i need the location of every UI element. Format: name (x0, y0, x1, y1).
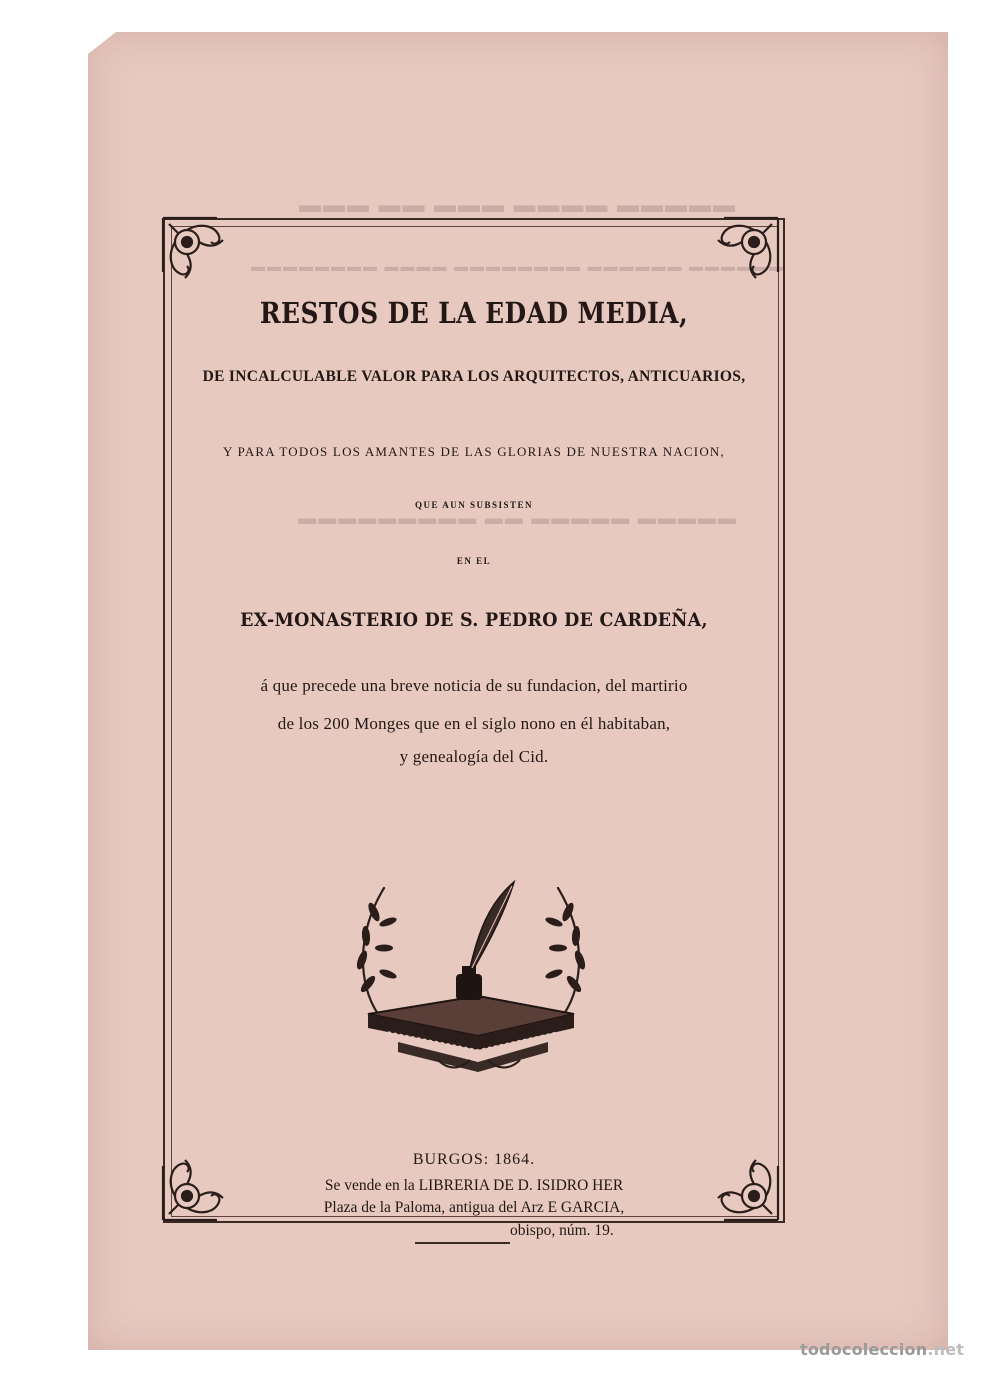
torn-corner (88, 32, 116, 54)
body-line: de los 200 Monges que en el siglo nono en él habitaban, (277, 714, 671, 733)
monastery-heading: EX-MONASTERIO DE S. PEDRO DE CARDEÑA, (240, 609, 708, 631)
show-through-text: ▬▬▬▬▬▬▬▬▬ ▬▬ ▬▬▬▬▬ ▬▬▬▬▬ (298, 508, 738, 528)
imprint-line-2: Plaza de la Paloma, antigua del Arz E GARCIA, (323, 1199, 625, 1216)
body-line: á que precede una breve noticia de su fundacion, del martirio (260, 676, 688, 695)
watermark-name: todocoleccion (800, 1340, 928, 1359)
imprint-damage-rule (415, 1242, 510, 1244)
corner-ornament-top-left (157, 212, 253, 308)
imprint-line-3: obispo, núm. 19. (510, 1222, 614, 1239)
book-and-inkwell-vignette (338, 864, 604, 1074)
body-line: y genealogía del Cid. (399, 747, 549, 766)
imprint-city-year: BURGOS: 1864. (412, 1151, 536, 1168)
page-title: RESTOS DE LA EDAD MEDIA, (259, 296, 689, 330)
watermark-tld: .net (927, 1340, 965, 1359)
subtitle-line-3: QUE AUN SUBSISTEN (414, 500, 534, 510)
show-through-text: ▬▬▬ ▬▬ ▬▬▬ ▬▬▬▬ ▬▬▬▬▬ (299, 192, 737, 217)
corner-ornament-top-right (688, 212, 784, 308)
show-through-text: ▬▬▬▬▬▬▬▬ ▬▬▬▬ ▬▬▬▬▬▬▬▬ ▬▬▬▬▬▬ ▬▬▬▬▬▬ (251, 260, 785, 275)
subtitle-line-4: EN EL (456, 556, 492, 566)
watermark (800, 1340, 964, 1359)
imprint-line-1: Se vende en la LIBRERIA DE D. ISIDRO HER (324, 1177, 624, 1194)
subtitle-line-2: Y PARA TODOS LOS AMANTES DE LAS GLORIAS DE NUESTRA NACION, (223, 444, 725, 459)
subtitle-line-1: DE INCALCULABLE VALOR PARA LOS ARQUITECTOS, ANTICUARIOS, (202, 368, 746, 385)
